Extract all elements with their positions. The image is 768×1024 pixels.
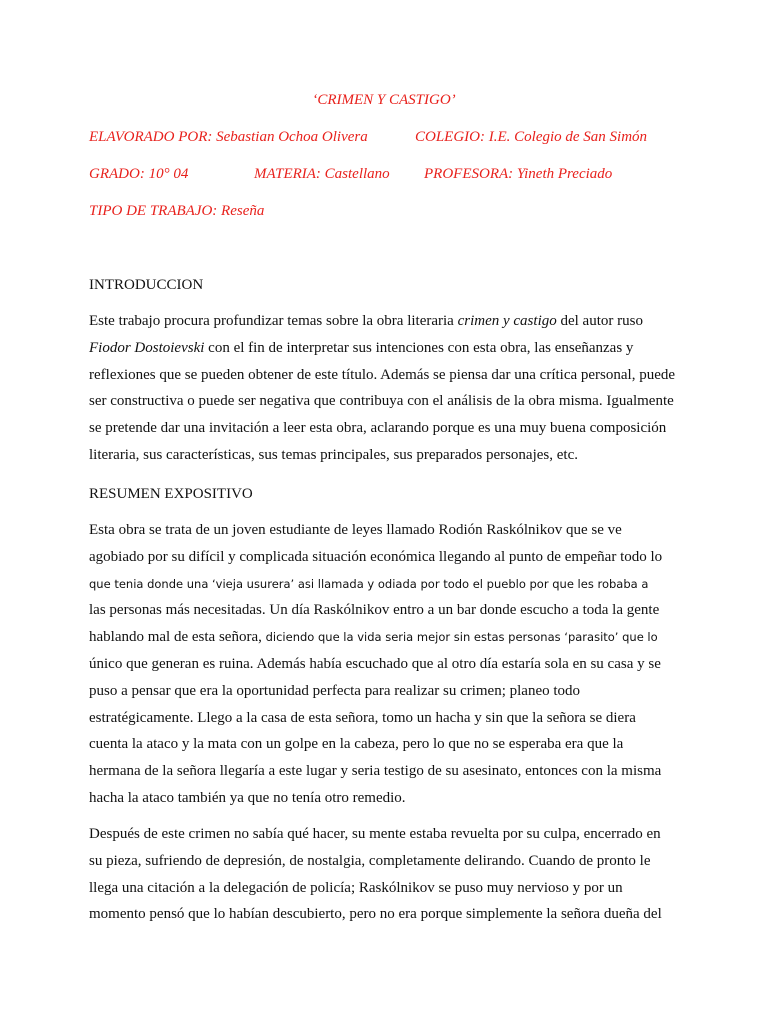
summary-heading: RESUMEN EXPOSITIVO	[89, 486, 253, 502]
crime-line-1: Después de este crimen no sabía qué hacer, su mente estaba revuelta por su culpa, encerrado en	[89, 826, 661, 842]
work-type-field: TIPO DE TRABAJO: Reseña	[89, 203, 265, 219]
intro-paragraph	[89, 308, 679, 469]
school-field: COLEGIO: I.E. Colegio de San Simón	[415, 129, 648, 145]
summary-line-3: que tenia donde una ‘vieja usurera’ asi llamada y odiada por todo el pueblo por que les robaba a	[89, 576, 649, 591]
summary-line-4: las personas más necesitadas. Un día Raskólnikov entro a un bar donde escucho a toda la gente	[89, 602, 660, 619]
grade-field: GRADO: 10° 04	[89, 166, 189, 182]
intro-line-2: Fiodor Dostoievski con el fin de interpretar sus intenciones con esta obra, las enseñanzas y	[89, 339, 634, 356]
summary-line-9: cuenta la ataco y la mata con un golpe en la cabeza, pero lo que no se esperaba era que la	[89, 736, 624, 753]
intro-line-5: se pretende dar una invitación a leer esta obra, aclarando porque es una muy buena composición	[89, 420, 667, 437]
author-field: ELAVORADO POR: Sebastian Ochoa Olivera	[89, 129, 368, 145]
summary-line-8: estratégicamente. Llego a la casa de esta señora, tomo un hacha y sin que la señora se diera	[89, 709, 636, 726]
intro-line-3: reflexiones que se pueden obtener de este título. Además se piensa dar una crítica personal, puede	[89, 366, 676, 383]
intro-line-4: ser constructiva o puede ser negativa que contribuya con el análisis de la obra misma. Igualmente	[89, 393, 674, 410]
summary-line-7: puso a pensar que era la oportunidad perfecta para realizar su crimen; planeo todo	[89, 682, 581, 699]
summary-paragraph	[89, 517, 679, 812]
crime-line-4: momento pensó que lo habían descubierto, pero no era porque simplemente la señora dueña del	[89, 906, 662, 923]
summary-line-10: hermana de la señora llegaría a este lugar y seria testigo de su asesinato, entonces con la misma	[89, 763, 662, 780]
intro-heading: INTRODUCCION	[89, 277, 204, 293]
subject-field: MATERIA: Castellano	[254, 166, 390, 182]
author-name-emphasis: Fiodor Dostoievski	[89, 339, 205, 356]
intro-line-6: literaria, sus características, sus temas principales, sus preparados personajes, etc.	[89, 446, 578, 463]
book-title-emphasis: crimen y castigo	[457, 313, 557, 329]
summary-line-5: hablando mal de esta señora, diciendo que la vida seria mejor sin estas personas ‘parasito’ que lo	[89, 629, 658, 646]
document-title: ‘CRIMEN Y CASTIGO’	[312, 92, 456, 108]
intro-line-1: Este trabajo procura profundizar temas sobre la obra literaria crimen y castigo del autor ruso	[89, 313, 643, 329]
summary-line-11: hacha la ataco también ya que no tenía otro remedio.	[89, 789, 406, 806]
summary-line-1: Esta obra se trata de un joven estudiante de leyes llamado Rodión Raskólnikov que se ve	[89, 522, 622, 538]
crime-line-2: su pieza, sufriendo de depresión, de nostalgia, completamente delirando. Cuando de pronto le	[89, 852, 651, 869]
crime-paragraph	[89, 821, 679, 928]
summary-line-6: único que generan es ruina. Además había escuchado que al otro día estaría sola en su casa y se	[89, 655, 661, 672]
teacher-field: PROFESORA: Yineth Preciado	[424, 166, 613, 182]
summary-line-2: agobiado por su difícil y complicada situación económica llegando al punto de empeñar todo lo	[89, 548, 663, 565]
crime-line-3: llega una citación a la delegación de policía; Raskólnikov se puso muy nervioso y por un	[89, 879, 623, 896]
